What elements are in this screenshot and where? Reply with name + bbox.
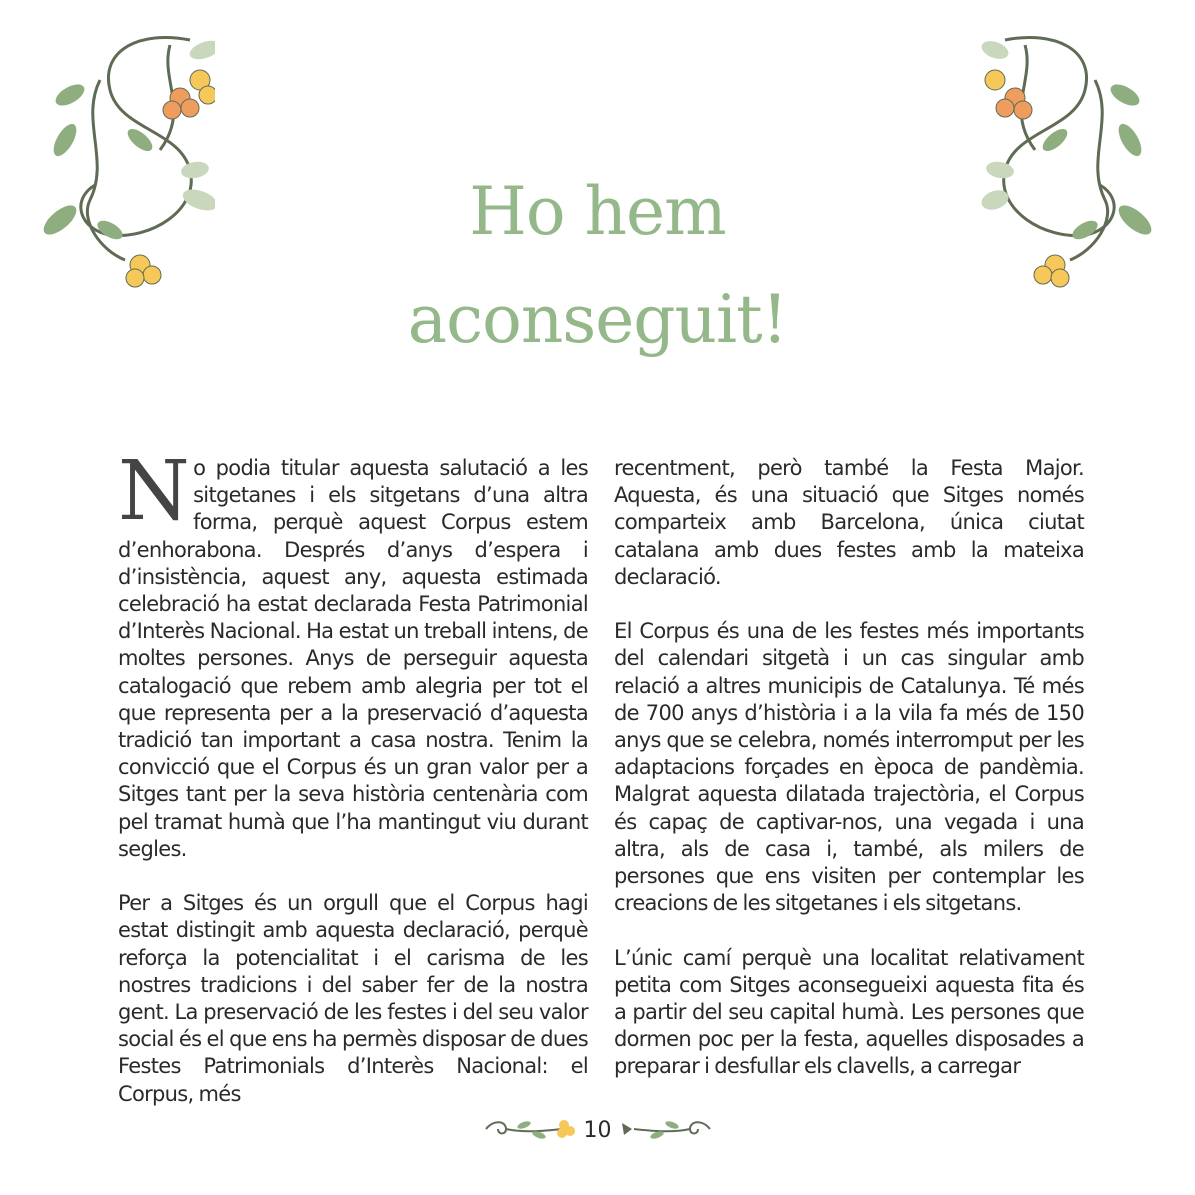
text-column-right (614, 455, 1084, 1108)
paragraph: Per a Sitges és un orgull que el Corpus hagi estat distingit amb aquesta declaració, perquè reforça la potencialitat i el carisma de les nostres tradicions i del saber fer de la nostra gent. La preservació de les festes i del seu valor social és el que ens ha permès disposar de dues Festes Patrimonials d’Interès Nacional: el Corpus, més (118, 891, 588, 1106)
paragraph: El Corpus és una de les festes més importants del calendari sitgetà i un cas singular amb relació a altres municipis de Catalunya. Té més de 700 anys d’història i a la vila fa més de 150 anys que se celebra, només interromput per les adaptacions forçades en època de pandèmia. Malgrat aquesta dilatada trajectòria, el Corpus és capaç de captivar-nos, una vegada i una altra, als de casa i, també, als milers de persones que ens visiten per contemplar les creacions de les sitgetanes i els sitgetans. (614, 619, 1084, 916)
page-footer (0, 1108, 1195, 1152)
page-title (0, 158, 1195, 374)
paragraph (118, 444, 588, 863)
paragraph-text: o podia titular aquesta salutació a les sitgetanes i els sitgetans d’una altra forma, perquè aquest Corpus estem d’enhorabona. Després d’anys d’espera i d’insistència, aquest any, aquesta estimada celebració ha estat declarada Festa Patrimonial d’Interès Nacional. Ha estat un treball intens, de moltes persones. Anys de perseguir aquesta catalogació que rebem amb alegria per tot el que representa per a la preservació d’aquesta tradició tan important a casa nostra. Tenim la convicció que el Corpus és un gran valor per a Sitges tant per la seva història centenària com pel tramat humà que l’ha mantingut viu durant segles. (118, 456, 588, 861)
page-number: 10 (583, 1117, 612, 1143)
paragraph: L’únic camí perquè una localitat relativament petita com Sitges aconsegueixi aquesta fita és a partir del seu capital humà. Les persones que dormen poc per la festa, aquelles disposades a preparar i desfullar els clavells, a carregar (614, 945, 1084, 1079)
text-column-left (118, 444, 588, 1135)
page-title-line-2: aconseguit! (407, 281, 788, 358)
flower-divider-right-icon (620, 1115, 712, 1145)
drop-cap: N (118, 444, 190, 539)
flower-divider-left-icon (484, 1115, 576, 1145)
paragraph: recentment, però també la Festa Major. Aquesta, és una situació que Sitges només comparteix amb Barcelona, única ciutat catalana amb dues festes amb la mateixa declaració. (614, 456, 1084, 589)
page-title-line-1: Ho hem (469, 173, 726, 250)
